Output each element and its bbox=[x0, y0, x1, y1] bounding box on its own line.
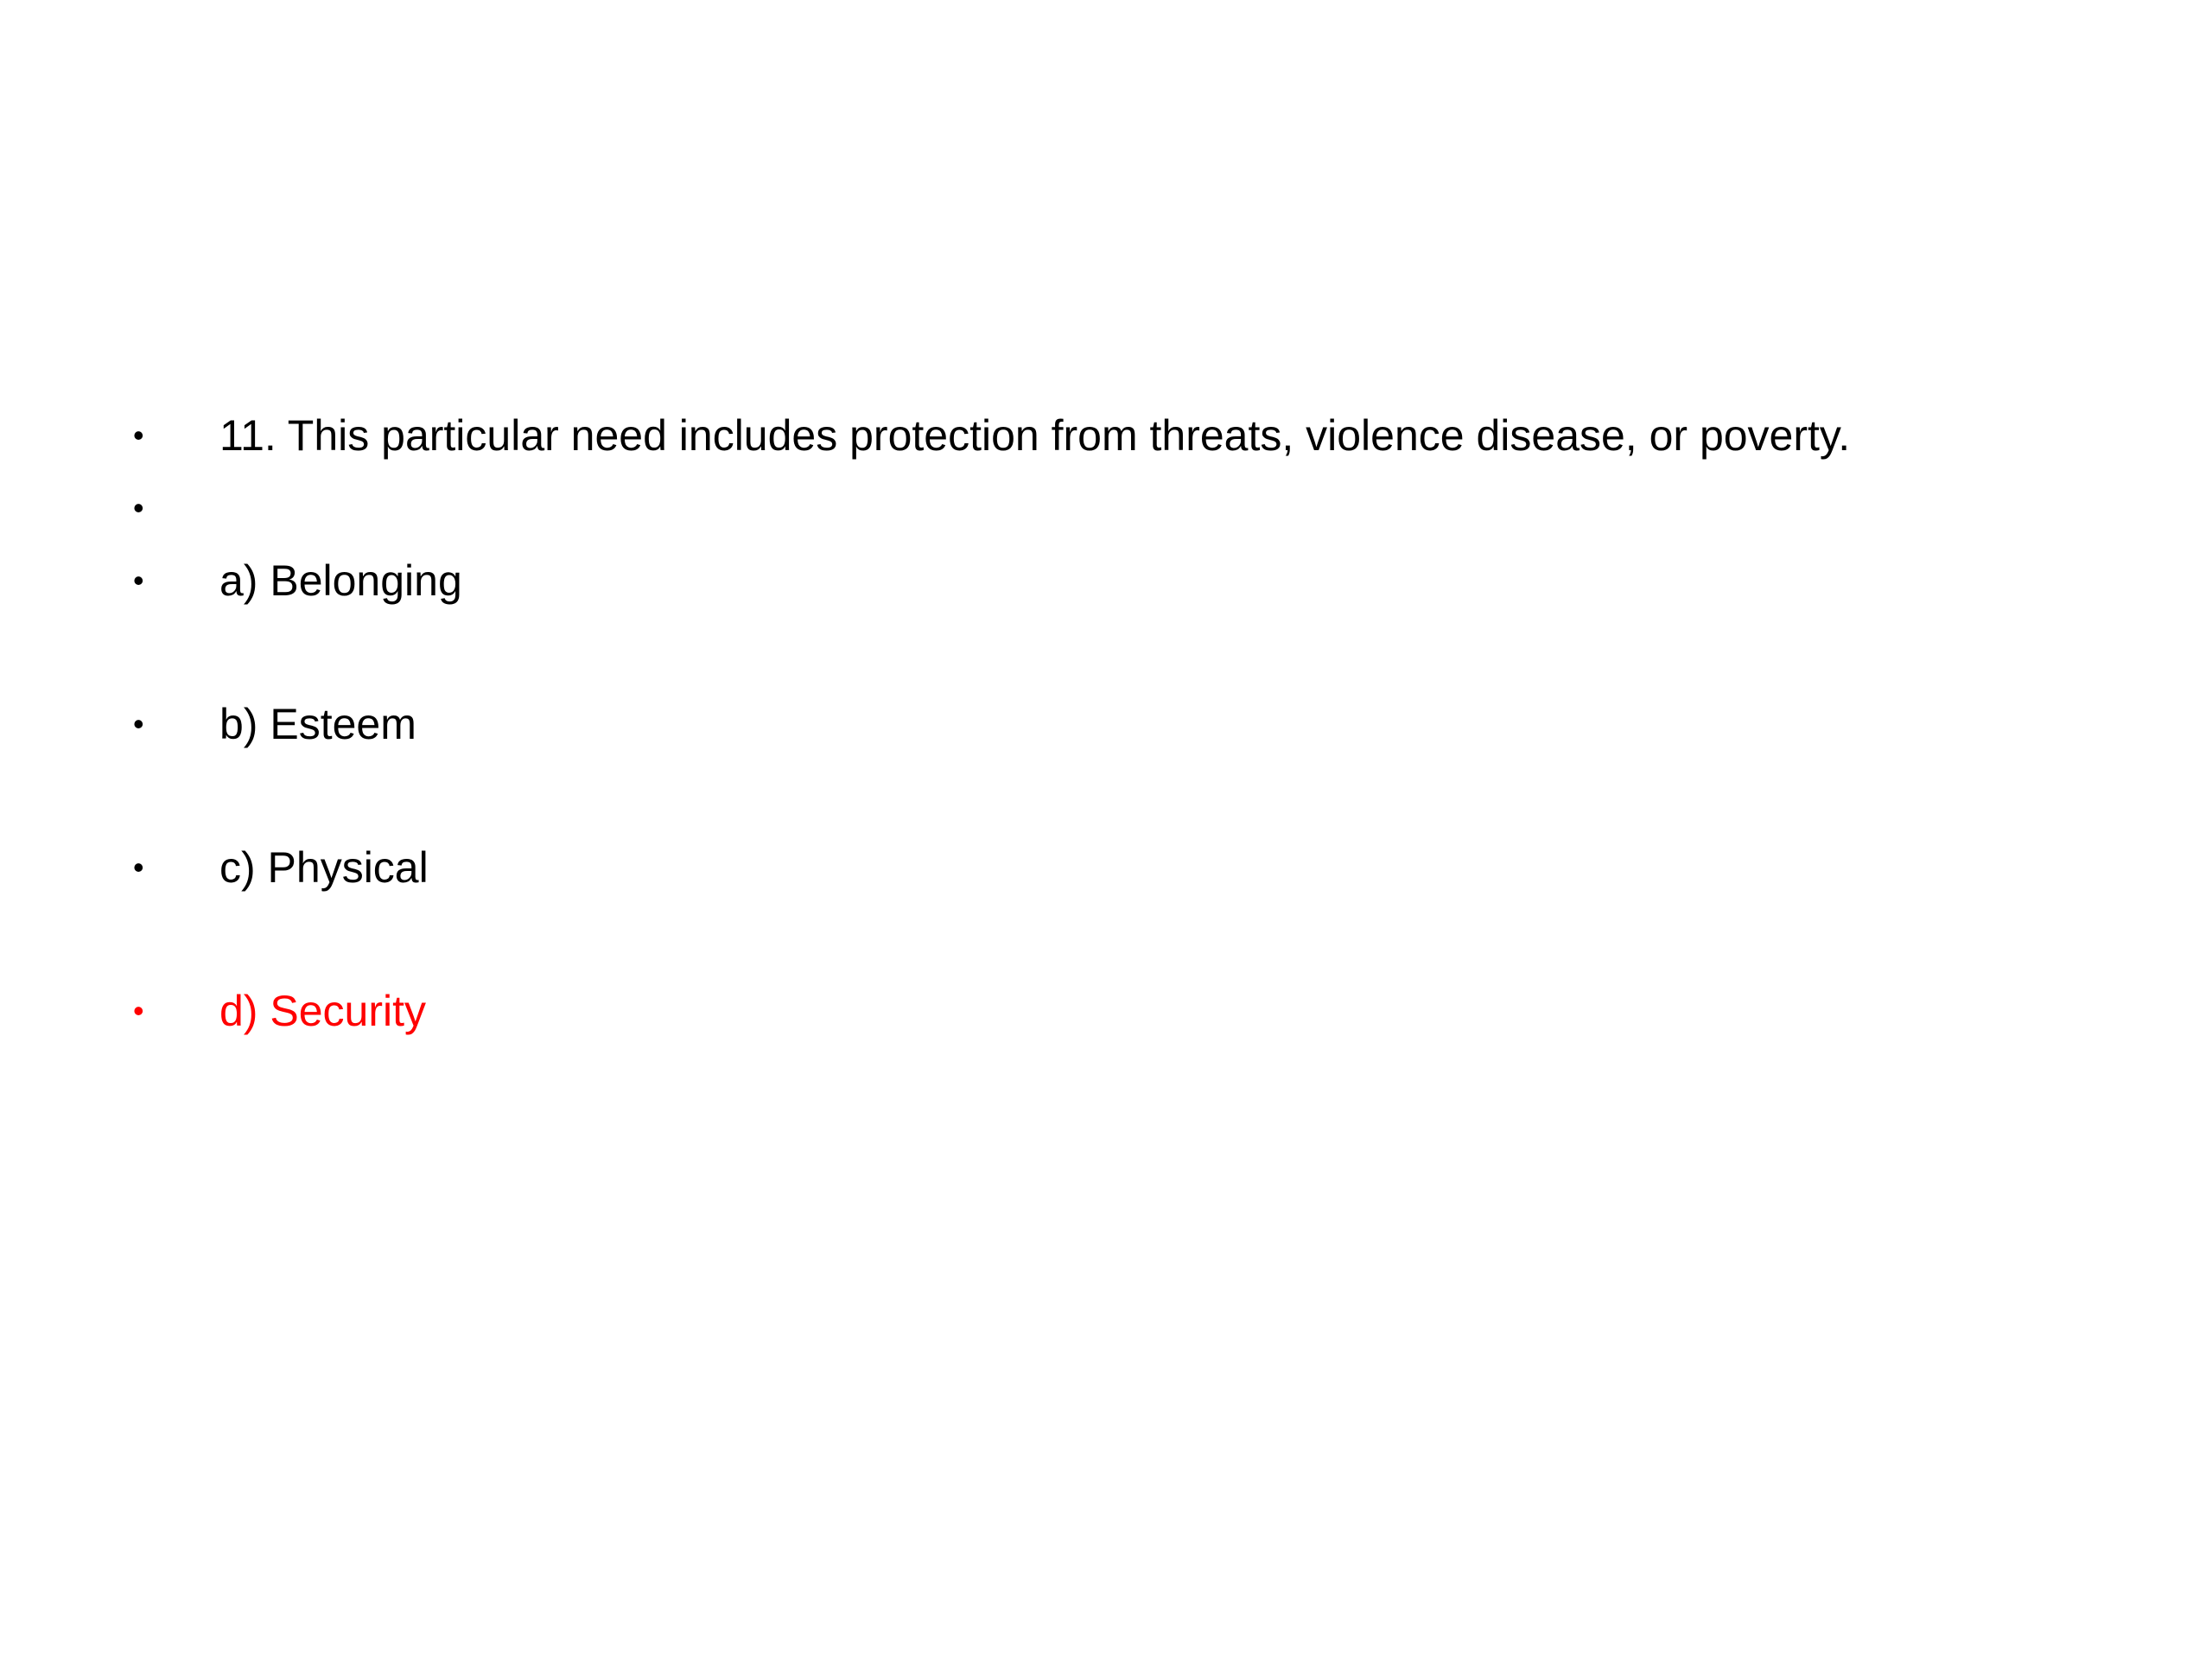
option-c bbox=[130, 831, 2117, 904]
empty-item bbox=[130, 472, 2117, 544]
bullet-icon: • bbox=[133, 490, 144, 525]
bullet-icon: • bbox=[133, 563, 144, 598]
bullet-icon: • bbox=[133, 706, 144, 741]
option-a-text: a) Belonging bbox=[219, 556, 462, 605]
option-b bbox=[130, 688, 2117, 760]
option-d-answer bbox=[130, 975, 2117, 1047]
bullet-icon: • bbox=[133, 993, 144, 1028]
option-a bbox=[130, 544, 2117, 617]
question-text: 11. This particular need includes protection from threats, violence disease, or poverty. bbox=[219, 411, 1851, 460]
bullet-icon: • bbox=[133, 849, 144, 885]
option-d-text: d) Security bbox=[219, 987, 426, 1035]
bullet-icon: • bbox=[133, 417, 144, 453]
question-item bbox=[130, 399, 2117, 472]
option-c-text: c) Physical bbox=[219, 843, 429, 892]
bullet-list bbox=[130, 399, 2117, 1047]
option-b-text: b) Esteem bbox=[219, 700, 416, 748]
